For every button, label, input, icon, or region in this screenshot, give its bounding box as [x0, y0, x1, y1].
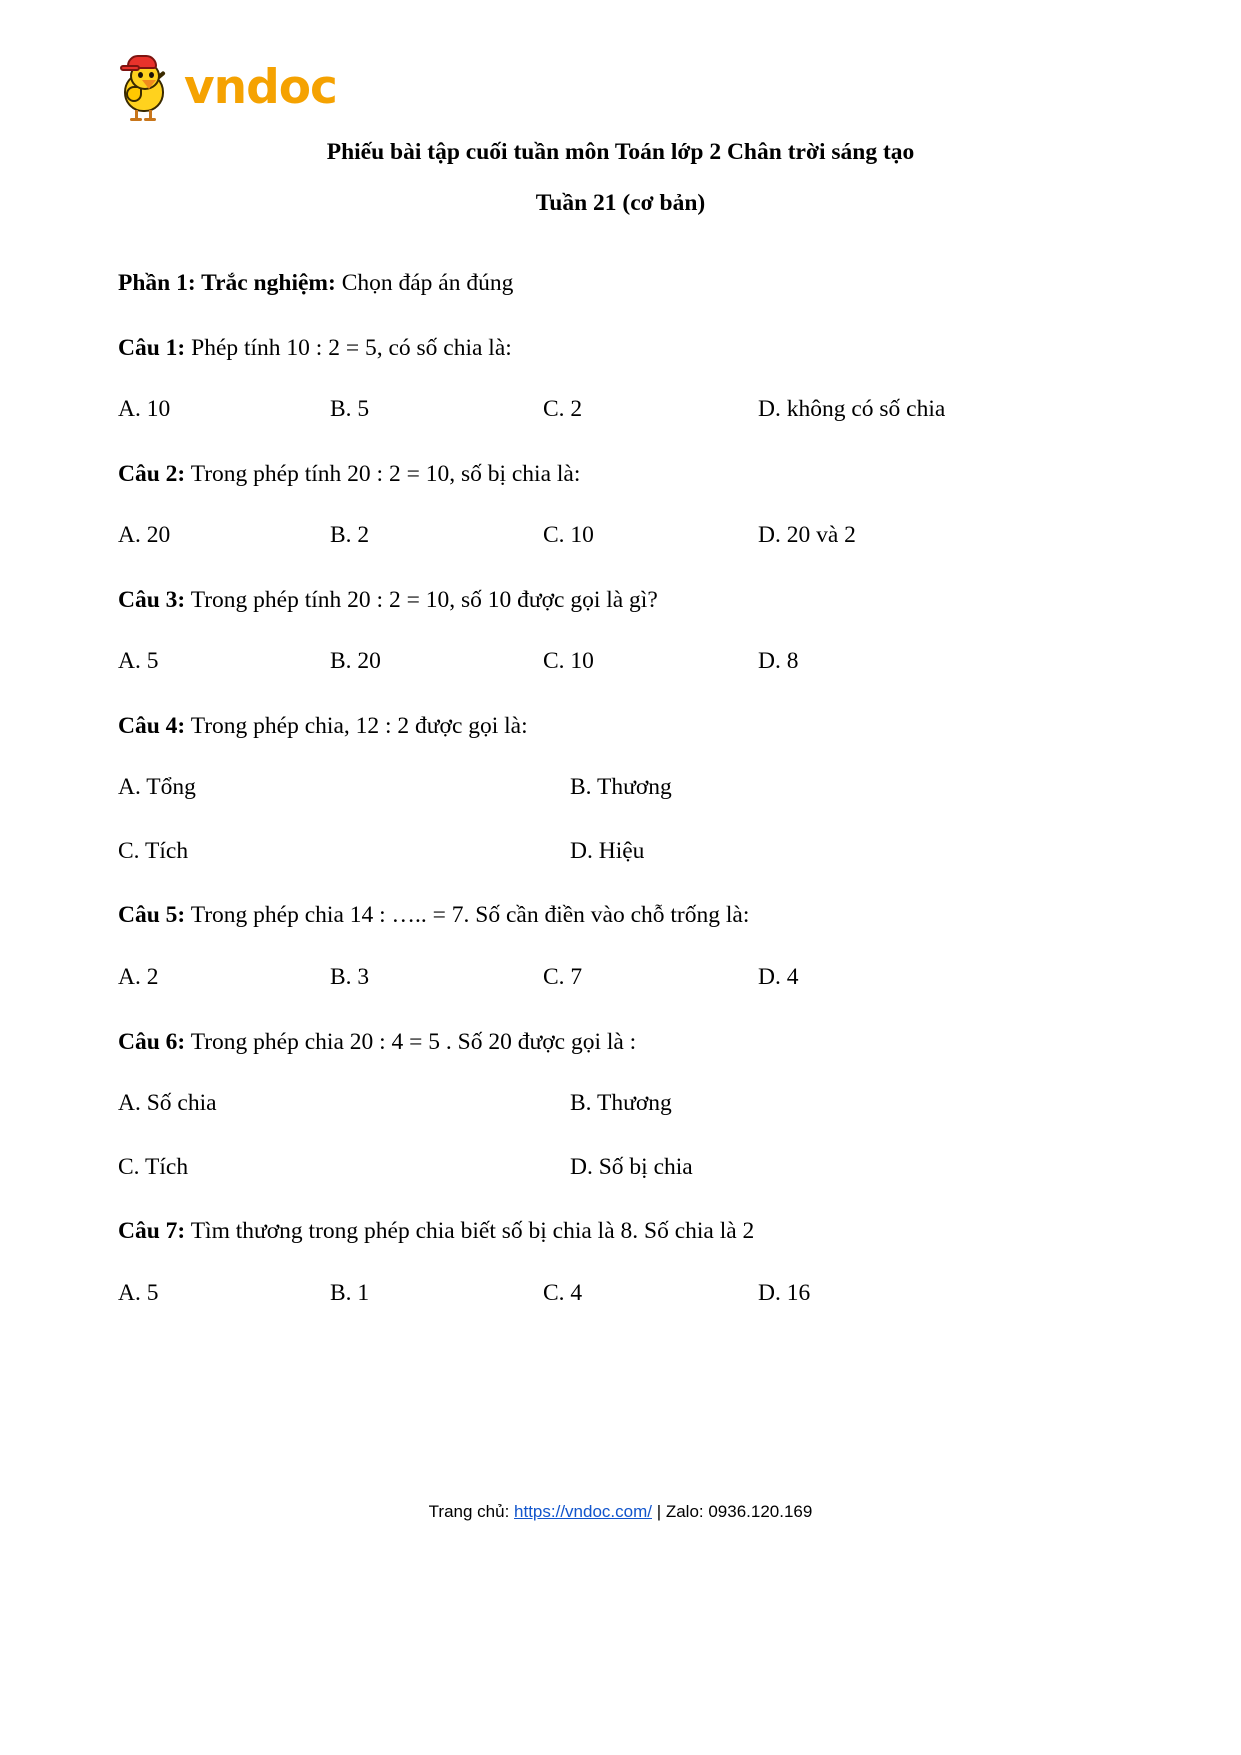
option-d[interactable]: D. 16 — [758, 1279, 811, 1306]
option-b[interactable]: B. 5 — [330, 396, 370, 423]
question-number: Câu 6: — [118, 1028, 186, 1055]
question-number: Câu 7: — [118, 1218, 186, 1245]
option-a[interactable]: A. 10 — [118, 396, 171, 423]
question-text: Trong phép tính 20 : 2 = 10, số bị chia là: — [185, 460, 581, 487]
question-3 — [118, 585, 1128, 616]
option-a[interactable]: A. Số chia — [118, 1090, 217, 1117]
section-heading — [118, 268, 1128, 299]
option-b[interactable]: B. 2 — [330, 522, 370, 549]
option-d[interactable]: D. 4 — [758, 964, 799, 991]
question-text: Trong phép chia, 12 : 2 được gọi là: — [185, 712, 528, 739]
option-a[interactable]: A. 5 — [118, 1279, 159, 1306]
option-d[interactable]: D. không có số chia — [758, 396, 946, 423]
site-logo[interactable] — [118, 52, 337, 126]
logo-wordmark: vndoc — [184, 60, 337, 115]
question-text: Trong phép tính 20 : 2 = 10, số 10 được gọi là gì? — [185, 586, 658, 613]
page-footer — [0, 1502, 1241, 1522]
option-d[interactable]: D. 20 và 2 — [758, 522, 856, 549]
option-a[interactable]: A. 5 — [118, 648, 159, 675]
page-title: Phiếu bài tập cuối tuần môn Toán lớp 2 Chân trời sáng tạo — [326, 139, 915, 165]
option-d[interactable]: D. 8 — [758, 648, 799, 675]
option-c[interactable]: C. Tích — [118, 1153, 189, 1180]
section-label: Phần 1: Trắc nghiệm: — [118, 270, 336, 296]
options-row-2 — [118, 520, 1128, 551]
question-text: Trong phép chia 14 : ….. = 7. Số cần điền vào chỗ trống là: — [185, 902, 750, 929]
option-d[interactable]: D. Hiệu — [570, 837, 645, 864]
question-number: Câu 1: — [118, 334, 186, 361]
footer-prefix: Trang chủ: — [428, 1502, 515, 1521]
option-b[interactable]: B. 3 — [330, 964, 370, 991]
option-d[interactable]: D. Số bị chia — [570, 1153, 693, 1180]
footer-suffix: | Zalo: 0936.120.169 — [651, 1502, 813, 1521]
options-row-6-top — [118, 1088, 1128, 1119]
question-text: Tìm thương trong phép chia biết số bị chia là 8. Số chia là 2 — [185, 1218, 755, 1245]
question-number: Câu 5: — [118, 902, 186, 929]
question-number: Câu 4: — [118, 712, 186, 739]
option-c[interactable]: C. 10 — [543, 522, 594, 549]
options-row-5 — [118, 962, 1128, 993]
option-a[interactable]: A. Tổng — [118, 774, 196, 801]
section-instruction: Chọn đáp án đúng — [335, 270, 514, 296]
footer-home-link[interactable]: https://vndoc.com/ — [514, 1502, 652, 1521]
option-b[interactable]: B. Thương — [570, 1090, 672, 1117]
options-row-3 — [118, 646, 1128, 677]
option-b[interactable]: B. 20 — [330, 648, 381, 675]
option-c[interactable]: C. 10 — [543, 648, 594, 675]
option-c[interactable]: C. 4 — [543, 1279, 583, 1306]
option-c[interactable]: C. 7 — [543, 964, 583, 991]
question-7 — [118, 1216, 1128, 1247]
question-number: Câu 3: — [118, 586, 186, 613]
question-1 — [118, 333, 1128, 364]
question-text: Phép tính 10 : 2 = 5, có số chia là: — [185, 334, 512, 361]
options-row-1 — [118, 394, 1128, 425]
page-subtitle: Tuần 21 (cơ bản) — [535, 189, 706, 216]
question-4 — [118, 711, 1128, 742]
chick-logo-icon — [118, 54, 176, 124]
question-text: Trong phép chia 20 : 4 = 5 . Số 20 được gọi là : — [185, 1028, 637, 1055]
options-row-4-top — [118, 772, 1128, 803]
document-content — [118, 268, 1128, 1342]
option-b[interactable]: B. Thương — [570, 774, 672, 801]
option-b[interactable]: B. 1 — [330, 1279, 370, 1306]
options-row-4-bottom — [118, 836, 1128, 867]
options-row-7 — [118, 1278, 1128, 1309]
question-5 — [118, 900, 1128, 931]
question-6 — [118, 1027, 1128, 1058]
option-a[interactable]: A. 2 — [118, 964, 159, 991]
question-number: Câu 2: — [118, 460, 186, 487]
option-c[interactable]: C. 2 — [543, 396, 583, 423]
title-block — [118, 137, 1123, 219]
option-c[interactable]: C. Tích — [118, 837, 189, 864]
options-row-6-bottom — [118, 1152, 1128, 1183]
option-a[interactable]: A. 20 — [118, 522, 171, 549]
question-2 — [118, 459, 1128, 490]
